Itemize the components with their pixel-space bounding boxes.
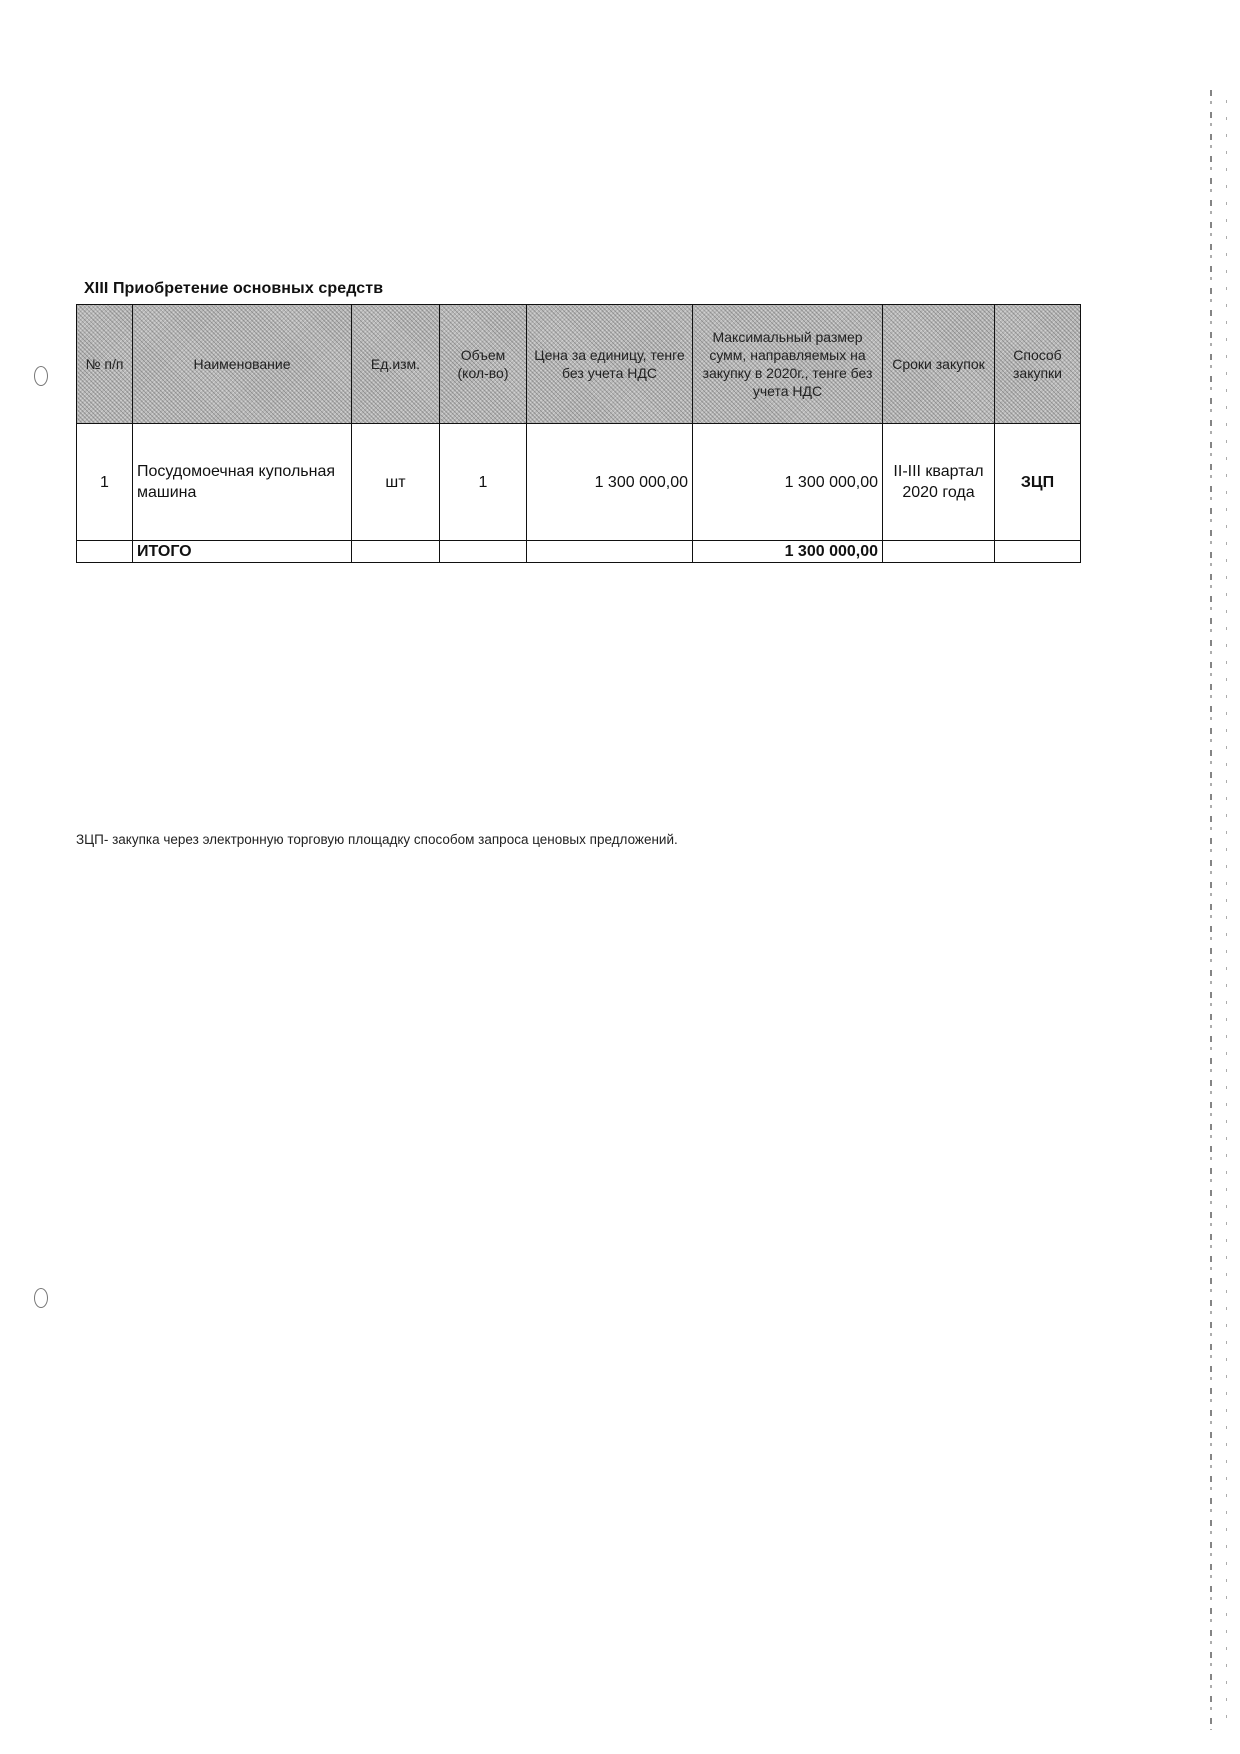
table-row xyxy=(77,424,1081,541)
total-row xyxy=(77,541,1081,563)
table-header-row xyxy=(77,305,1081,424)
total-empty-cell xyxy=(995,541,1081,563)
total-empty-cell xyxy=(77,541,133,563)
cell-period: II-III квартал 2020 года xyxy=(883,424,995,541)
header-method: Способ закупки xyxy=(995,305,1081,424)
header-max-amount: Максимальный размер сумм, направляемых на закупку в 2020г., тенге без учета НДС xyxy=(693,305,883,424)
cell-number: 1 xyxy=(77,424,133,541)
header-unit-price: Цена за единицу, тенге без учета НДС xyxy=(527,305,693,424)
cell-name: Посудомоечная купольная машина xyxy=(133,424,352,541)
header-name: Наименование xyxy=(133,305,352,424)
cell-unit-price: 1 300 000,00 xyxy=(527,424,693,541)
scan-edge-mark xyxy=(1210,90,1212,1730)
total-empty-cell xyxy=(527,541,693,563)
cell-max-amount: 1 300 000,00 xyxy=(693,424,883,541)
scan-edge-mark xyxy=(1226,100,1227,1720)
cell-unit: шт xyxy=(352,424,440,541)
header-period: Сроки закупок xyxy=(883,305,995,424)
total-empty-cell xyxy=(883,541,995,563)
cell-quantity: 1 xyxy=(440,424,527,541)
punch-hole-mark xyxy=(34,1288,48,1308)
procurement-table xyxy=(76,304,1081,563)
total-sum: 1 300 000,00 xyxy=(693,541,883,563)
header-quantity: Объем (кол-во) xyxy=(440,305,527,424)
total-label: ИТОГО xyxy=(133,541,352,563)
cell-method: ЗЦП xyxy=(995,424,1081,541)
punch-hole-mark xyxy=(34,366,48,386)
section-title: XIII Приобретение основных средств xyxy=(84,280,384,297)
footnote: ЗЦП- закупка через электронную торговую площадку способом запроса ценовых предложений. xyxy=(76,832,678,847)
header-number: № п/п xyxy=(77,305,133,424)
total-empty-cell xyxy=(440,541,527,563)
total-empty-cell xyxy=(352,541,440,563)
header-unit: Ед.изм. xyxy=(352,305,440,424)
